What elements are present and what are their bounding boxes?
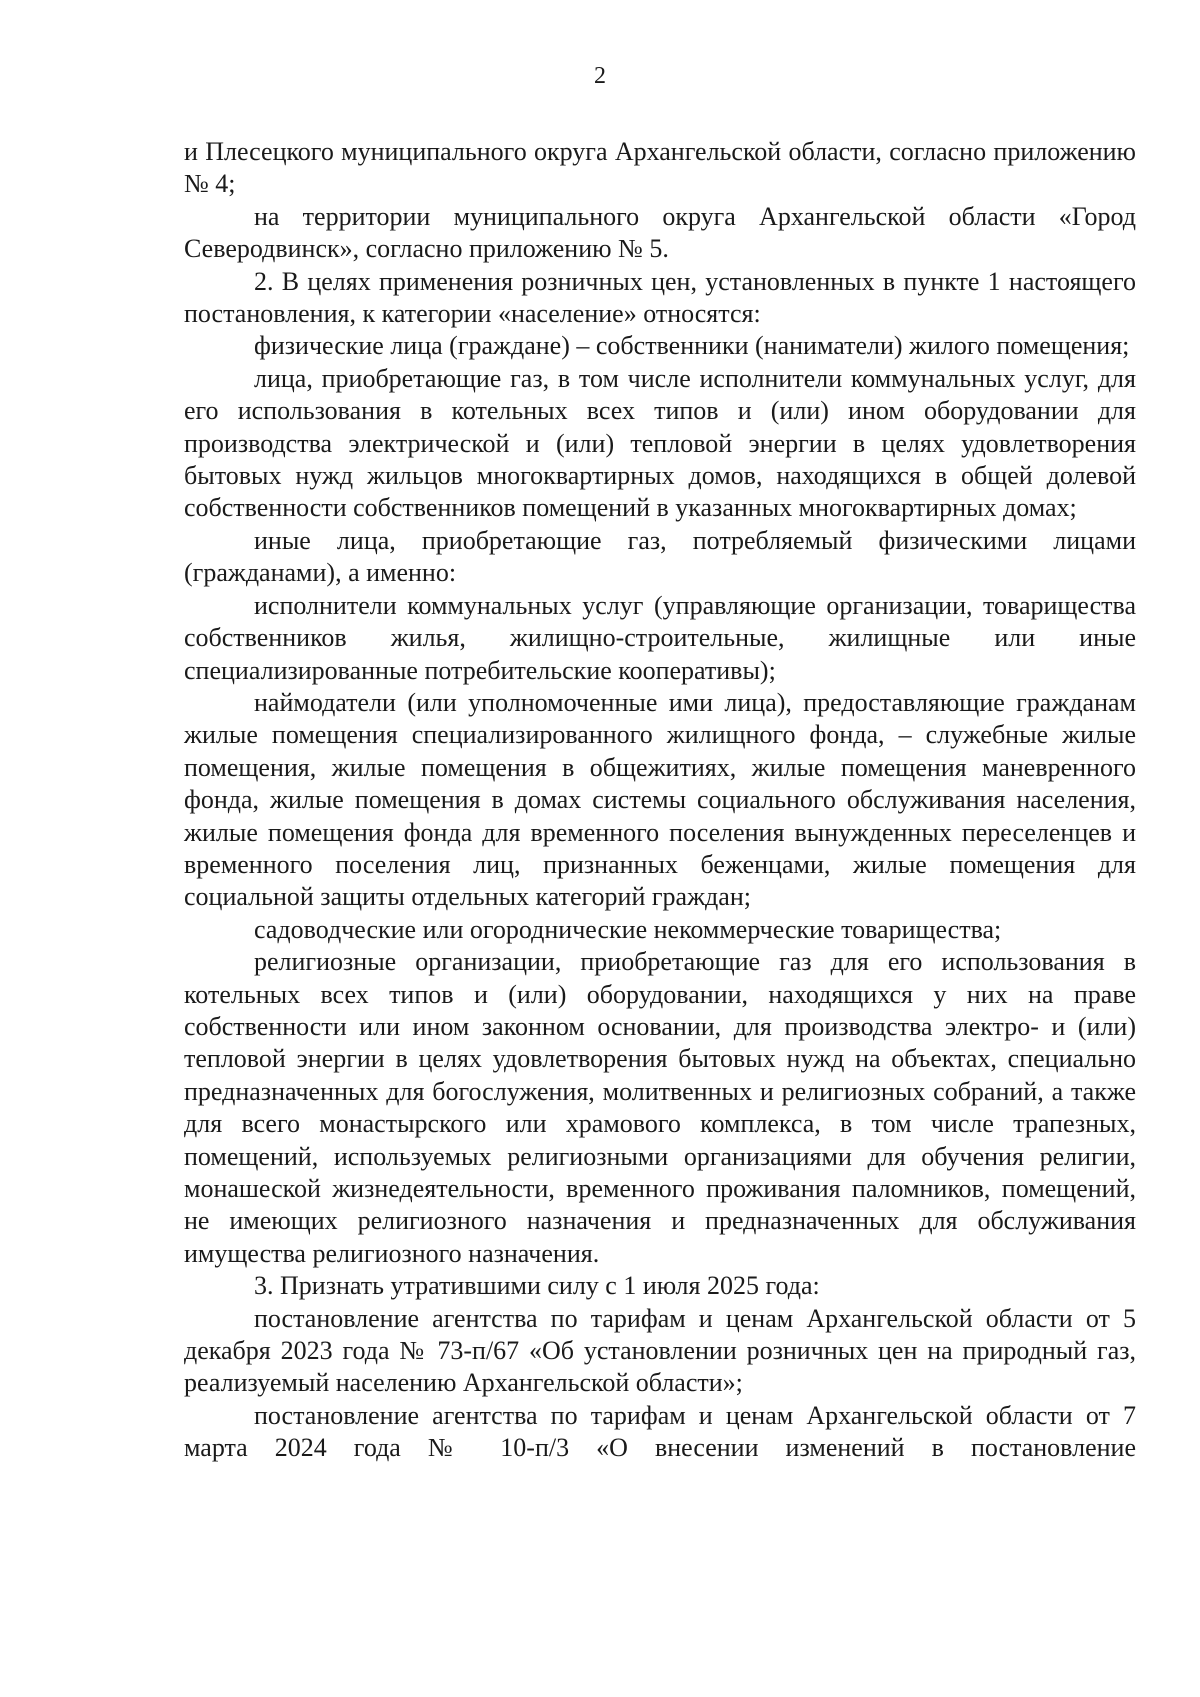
document-body: [184, 136, 1136, 1465]
paragraph-individuals: физические лица (граждане) – собственники (наниматели) жилого помещения;: [254, 331, 1130, 361]
paragraph-garden-partnerships: садоводческие или огороднические некоммерческие товарищества;: [254, 914, 1002, 944]
paragraph-religious-organizations: религиозные организации, приобретающие газ для его использования в котельных всех типов и (или) оборудовании, находящихся у них на праве собственности или ином законном основании, для производства электро- и (или) тепловой энергии в целях удовлетворения бытовых нужд на объектах, специально предназначенных для богослужения, молитвенных и религиозных собраний, а также для всего монастырского или храмового комплекса, в том числе трапезных, помещений, используемых религиозными организациями для обучения религии, монашеской жизнедеятельности, временного проживания паломников, помещений, не имеющих религиозного назначения и предназначенных для обслуживания имущества религиозного назначения.: [184, 947, 1136, 1268]
paragraph-clause-3: 3. Признать утратившими силу с 1 июля 2025 года:: [254, 1271, 820, 1301]
paragraph-continuation: и Плесецкого муниципального округа Архангельской области, согласно приложению № 4;: [184, 137, 1136, 199]
page-number: 2: [594, 63, 606, 89]
paragraph-resolution-73: постановление агентства по тарифам и ценам Архангельской области от 5 декабря 2023 года № 73-п/67 «Об установлении розничных цен на природный газ, реализуемый населению Архангельской области»;: [184, 1303, 1136, 1398]
paragraph-severodvinsk: на территории муниципального округа Архангельской области «Город Северодвинск», согласно приложению № 5.: [184, 201, 1136, 264]
paragraph-resolution-10: постановление агентства по тарифам и ценам Архангельской области от 7 марта 2024 года № 10-п/3 «О внесении изменений в постановление: [184, 1400, 1136, 1463]
paragraph-clause-2: 2. В целях применения розничных цен, установленных в пункте 1 настоящего постановления, к категории «население» относятся:: [184, 266, 1136, 329]
paragraph-landlords: наймодатели (или уполномоченные ими лица), предоставляющие гражданам жилые помещения специализированного жилищного фонда, – служебные жилые помещения, жилые помещения в общежитиях, жилые помещения маневренного фонда, жилые помещения в домах системы социального обслуживания населения, жилые помещения фонда для временного поселения вынужденных переселенцев и временного поселения лиц, признанных беженцами, жилые помещения для социальной защиты отдельных категорий граждан;: [184, 687, 1136, 912]
paragraph-other-persons: иные лица, приобретающие газ, потребляемый физическими лицами (гражданами), а именно:: [184, 525, 1136, 588]
paragraph-gas-purchasers: лица, приобретающие газ, в том числе исполнители коммунальных услуг, для его использования в котельных всех типов и (или) ином оборудовании для производства электрической и (или) тепловой энергии в целях удовлетворения бытовых нужд жильцов многоквартирных домов, находящихся в общей долевой собственности собственников помещений в указанных многоквартирных домах;: [184, 363, 1136, 523]
paragraph-utility-providers: исполнители коммунальных услуг (управляющие организации, товарищества собственников жилья, жилищно-строительные, жилищные или иные специализированные потребительские кооперативы);: [184, 590, 1136, 685]
